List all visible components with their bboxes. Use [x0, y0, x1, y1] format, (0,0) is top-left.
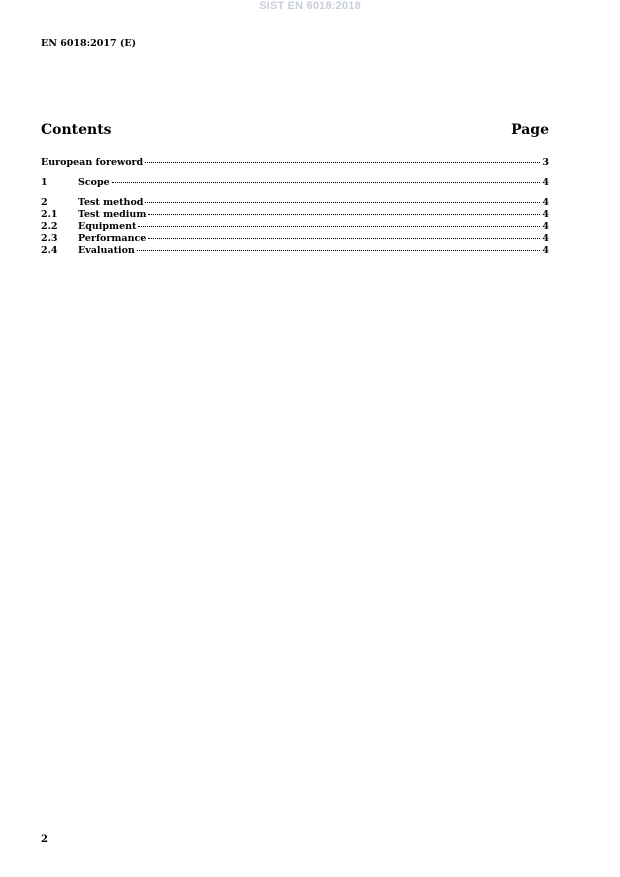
toc-entry-title: Test method [78, 197, 144, 208]
toc-entry-evaluation[interactable] [41, 245, 549, 257]
toc-entry-page: 4 [542, 245, 549, 256]
toc-entry-title: Test medium [78, 209, 147, 220]
toc-entry-page: 4 [542, 197, 549, 208]
contents-title: Contents [41, 122, 112, 138]
toc-dot-leader [145, 202, 540, 203]
watermark: SIST EN 6018:2018 [259, 0, 361, 12]
toc-entry-number: 2.1 [41, 209, 58, 220]
toc-entry-page: 3 [542, 157, 549, 168]
toc-entry-page: 4 [542, 209, 549, 220]
document-id-header: EN 6018:2017 (E) [41, 38, 137, 49]
toc-entry-title: Performance [78, 233, 147, 244]
toc-entry-performance[interactable] [41, 233, 549, 245]
toc-entry-number: 2 [41, 197, 48, 208]
toc-entry-number: 1 [41, 177, 48, 188]
toc-entry-page: 4 [542, 221, 549, 232]
toc-entry-title: European foreword [41, 157, 144, 168]
footer-page-number: 2 [41, 834, 48, 845]
toc-entry-number: 2.4 [41, 245, 58, 256]
toc-entry-test-method[interactable] [41, 197, 549, 209]
toc-entry-page: 4 [542, 233, 549, 244]
toc-dot-leader [148, 214, 540, 215]
toc-entry-title: Equipment [78, 221, 137, 232]
toc-entry-title: Scope [78, 177, 110, 188]
toc-entry-page: 4 [542, 177, 549, 188]
toc-entry-number: 2.3 [41, 233, 58, 244]
contents-header [41, 122, 549, 138]
toc-dot-leader [138, 226, 540, 227]
toc-dot-leader [137, 250, 541, 251]
toc-entry-title: Evaluation [78, 245, 135, 256]
page-column-label: Page [511, 122, 549, 138]
table-of-contents [41, 157, 549, 257]
toc-entry-equipment[interactable] [41, 221, 549, 233]
toc-dot-leader [112, 182, 541, 183]
toc-entry-european-foreword[interactable] [41, 157, 549, 169]
toc-entry-number: 2.2 [41, 221, 58, 232]
toc-dot-leader [145, 162, 540, 163]
toc-dot-leader [148, 238, 540, 239]
toc-entry-test-medium[interactable] [41, 209, 549, 221]
toc-entry-scope[interactable] [41, 177, 549, 189]
